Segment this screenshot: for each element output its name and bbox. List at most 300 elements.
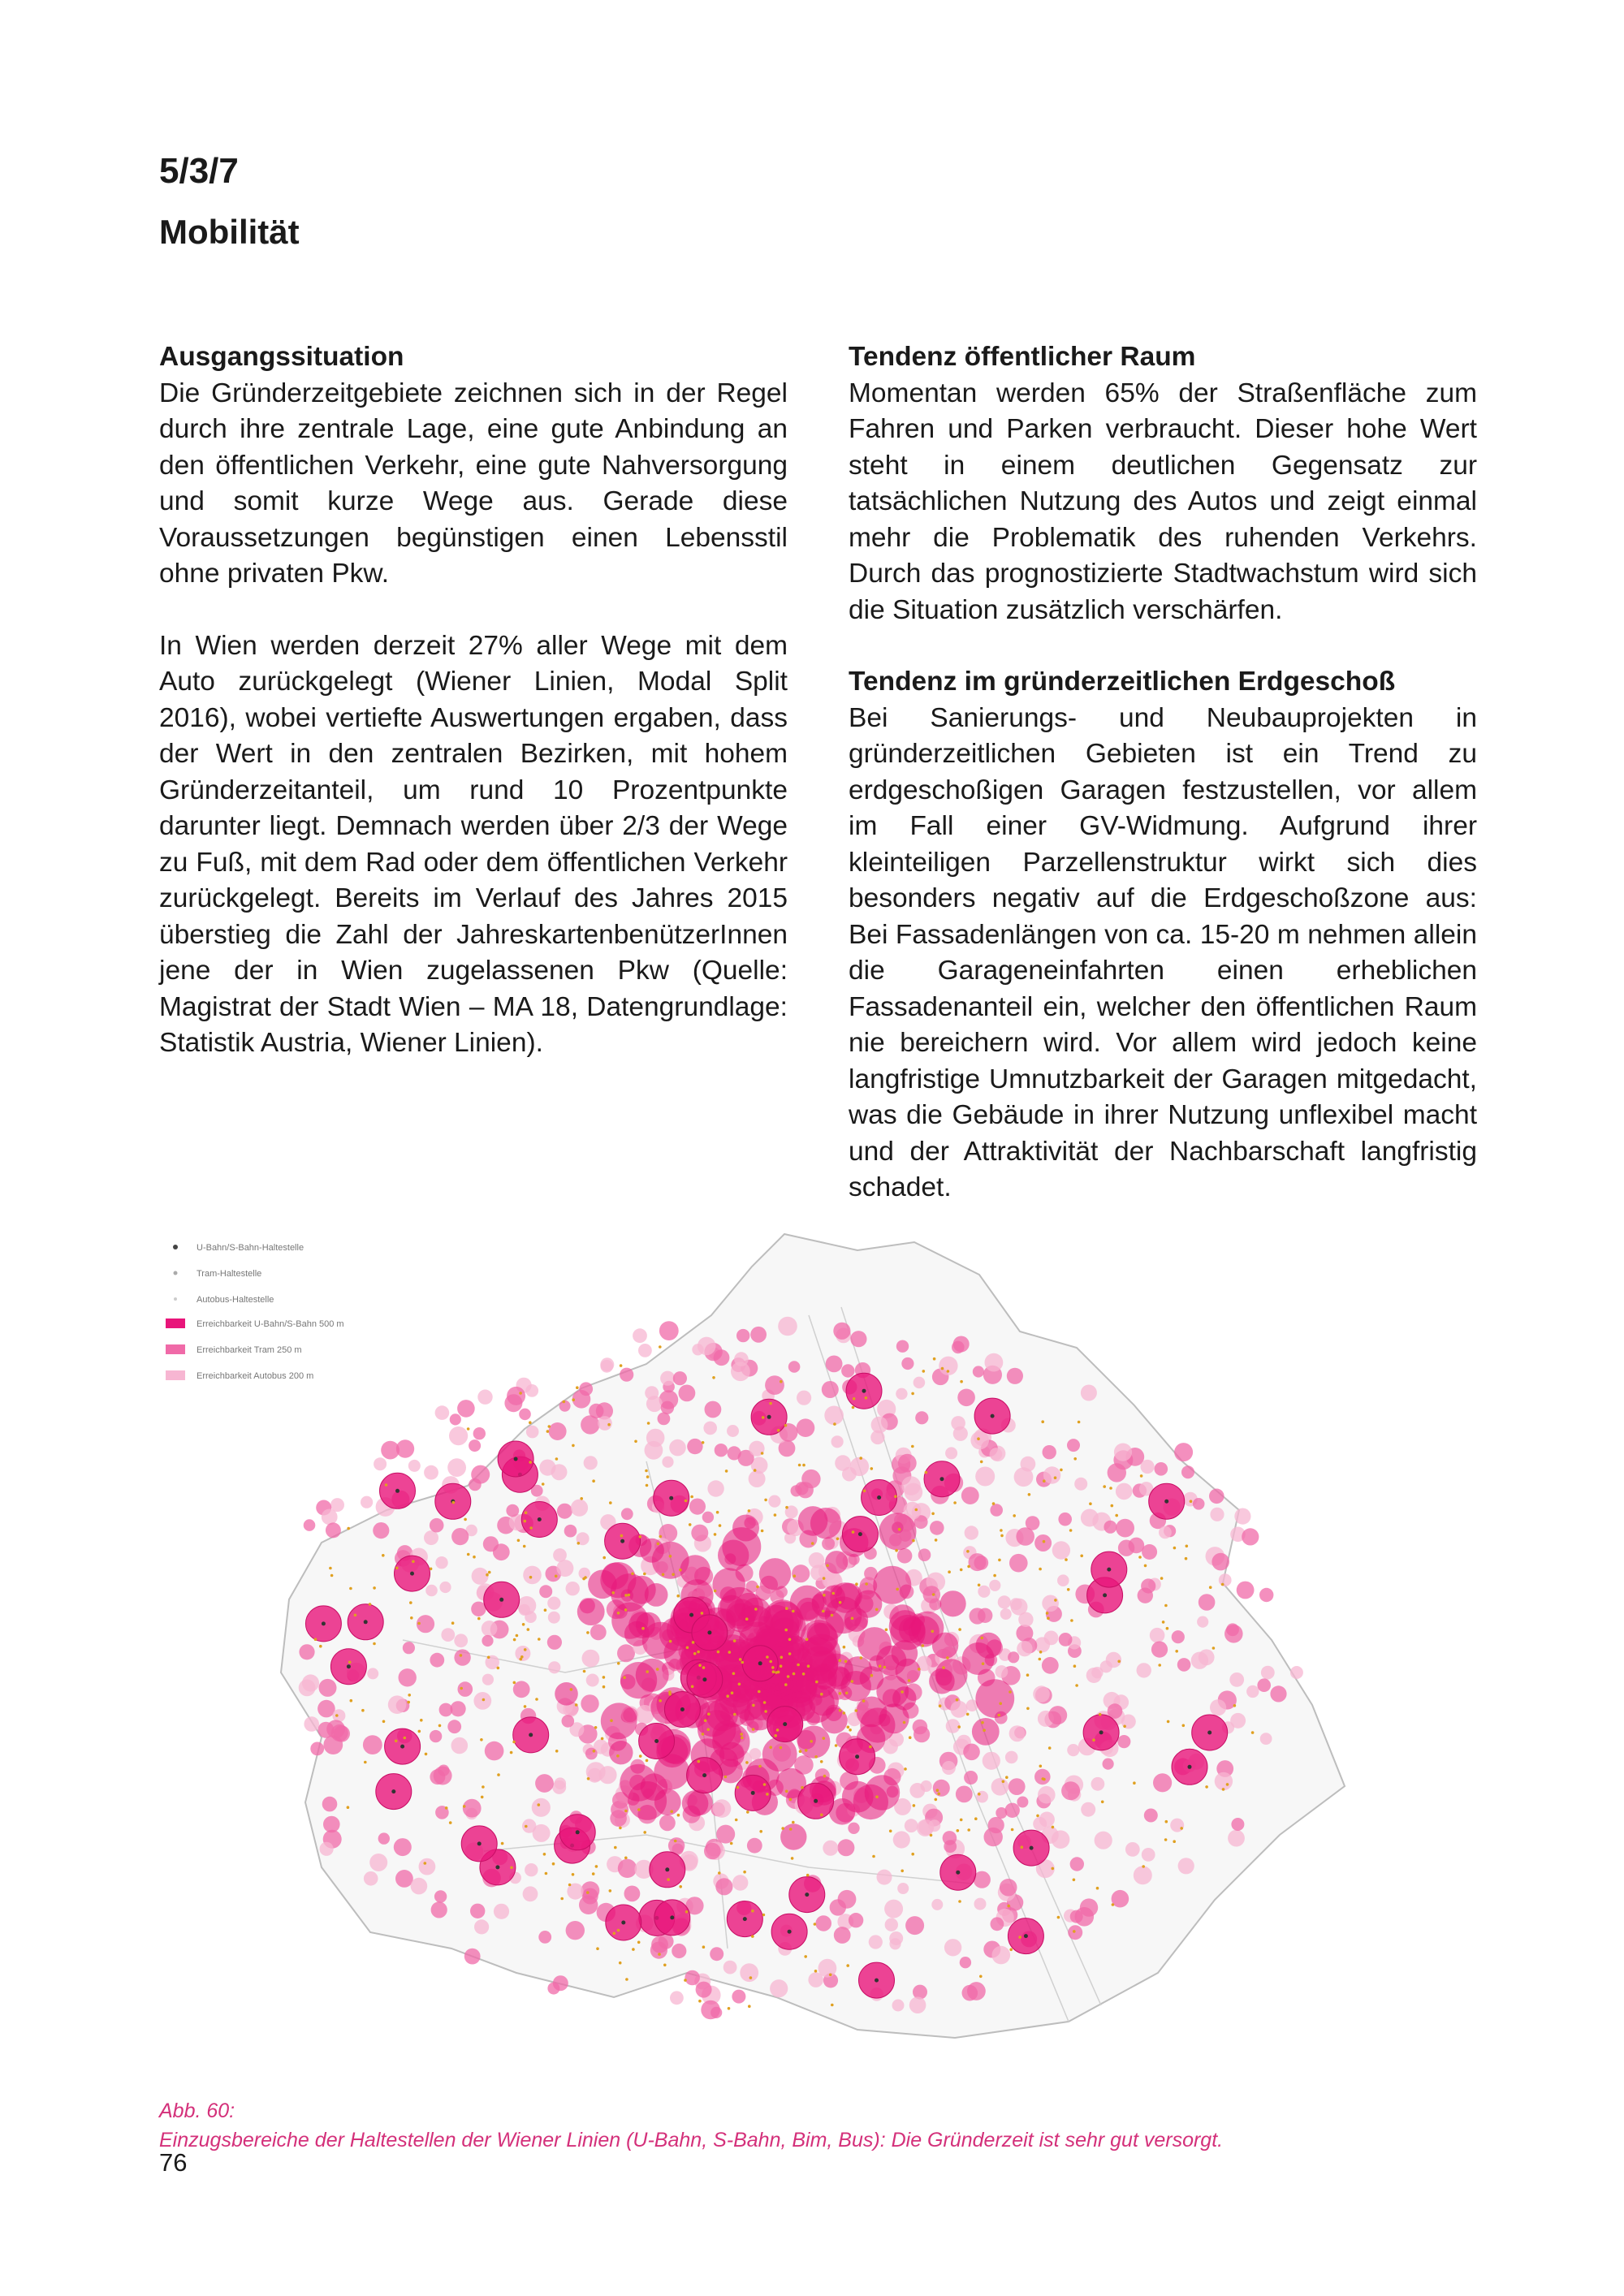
coverage-core <box>976 1633 1002 1659</box>
coverage-small <box>547 1983 559 1995</box>
coverage-small <box>1081 1802 1095 1817</box>
coverage-small <box>921 1780 932 1792</box>
coverage-small <box>562 1715 575 1728</box>
stop-dot <box>762 1914 766 1917</box>
coverage-small <box>449 1426 468 1445</box>
coverage-small <box>610 1810 627 1827</box>
stop-dot <box>946 1656 949 1659</box>
stop-dot <box>568 1884 572 1887</box>
coverage-small <box>1000 1608 1012 1620</box>
stop-dot <box>789 1828 793 1831</box>
stop-dot <box>772 1670 775 1673</box>
stop-dot <box>637 1941 641 1944</box>
coverage-small <box>302 1674 319 1691</box>
stop-dot <box>925 1471 928 1474</box>
coverage-small <box>897 1883 909 1894</box>
coverage-small <box>464 1949 481 1965</box>
coverage-small <box>1116 1483 1133 1500</box>
ubahn-station-dot <box>400 1745 404 1749</box>
stop-dot <box>609 1889 612 1892</box>
stop-dot <box>555 1457 559 1461</box>
coverage-small <box>897 1548 913 1564</box>
coverage-small <box>898 1454 917 1473</box>
stop-dot <box>662 1573 665 1577</box>
stop-dot <box>933 1357 936 1361</box>
coverage-small <box>525 1863 538 1876</box>
coverage-small <box>1017 1797 1028 1808</box>
stop-dot <box>1092 1738 1095 1741</box>
stop-dot <box>595 1865 598 1868</box>
coverage-small <box>1191 1652 1208 1669</box>
stop-dot <box>948 1570 951 1573</box>
coverage-small <box>889 1938 901 1949</box>
coverage-core <box>844 1608 869 1632</box>
coverage-small <box>985 1353 1004 1372</box>
stop-dot <box>674 1840 677 1843</box>
stop-dot <box>781 1827 784 1830</box>
coverage-small <box>964 1771 978 1785</box>
coverage-small <box>1033 1817 1047 1831</box>
stop-dot <box>586 1631 590 1634</box>
stop-dot <box>1073 1457 1077 1461</box>
coverage-small <box>960 1957 971 1968</box>
right-column <box>849 339 1477 1206</box>
stop-dot <box>751 1910 754 1913</box>
stop-dot <box>915 1508 918 1512</box>
coverage-small <box>1009 1725 1026 1741</box>
coverage-small <box>736 1329 749 1342</box>
stop-dot <box>628 1594 631 1597</box>
stop-dot <box>1039 1765 1043 1768</box>
coverage-small <box>1177 1658 1191 1672</box>
stop-dot <box>823 1577 826 1580</box>
coverage-core <box>555 1682 578 1706</box>
coverage-small <box>731 1362 750 1381</box>
coverage-small <box>715 1444 728 1457</box>
stop-dot <box>717 1651 720 1654</box>
coverage-small <box>1067 1744 1079 1756</box>
coverage-small <box>582 1650 600 1668</box>
stop-dot <box>620 1534 624 1538</box>
stop-dot <box>806 1638 809 1641</box>
stop-dot <box>510 1751 513 1754</box>
stop-dot <box>1123 1725 1126 1728</box>
stop-dot <box>639 1754 642 1758</box>
coverage-small <box>823 1841 838 1856</box>
stop-dot <box>764 1499 767 1502</box>
stop-dot <box>1041 1420 1044 1423</box>
stop-dot <box>889 1830 892 1833</box>
stop-dot <box>1221 1583 1224 1586</box>
stop-dot <box>611 1591 615 1595</box>
coverage-small <box>1034 1769 1051 1785</box>
coverage-small <box>1091 1777 1105 1791</box>
figure-caption <box>159 2096 1223 2155</box>
coverage-small <box>519 1409 531 1421</box>
stop-dot <box>1166 1627 1169 1630</box>
stop-dot <box>572 1873 575 1876</box>
stop-dot <box>748 1509 751 1513</box>
coverage-small <box>1038 1786 1056 1804</box>
stop-dot <box>788 1652 792 1655</box>
coverage-small <box>1057 1574 1069 1586</box>
stop-dot <box>766 1655 769 1659</box>
stop-dot <box>852 1406 855 1409</box>
coverage-small <box>662 1457 673 1468</box>
ubahn-station-dot <box>751 1791 755 1795</box>
coverage-small <box>1141 1578 1155 1593</box>
stop-dot <box>865 1396 868 1400</box>
stop-dot <box>691 1685 694 1689</box>
coverage-small <box>1042 1595 1059 1612</box>
stop-dot <box>875 1795 879 1798</box>
ubahn-station-dot <box>391 1789 395 1793</box>
coverage-small <box>319 1679 337 1697</box>
coverage-small <box>1151 1642 1168 1658</box>
stop-dot <box>510 1867 513 1870</box>
coverage-small <box>526 1426 539 1439</box>
coverage-small <box>1210 1508 1224 1521</box>
stop-dot <box>983 1728 986 1732</box>
stop-dot <box>580 1497 583 1500</box>
stop-dot <box>548 1425 551 1428</box>
legend-bus-area-label: Erreichbarkeit Autobus 200 m <box>197 1371 314 1381</box>
coverage-small <box>1234 1508 1250 1525</box>
coverage-small <box>620 1368 633 1382</box>
ubahn-station-dot <box>1024 1934 1028 1938</box>
coverage-small <box>411 1878 428 1895</box>
coverage-small <box>944 1939 961 1956</box>
stop-dot <box>543 1853 546 1856</box>
coverage-small <box>322 1509 338 1526</box>
ubahn-station-dot <box>621 1921 625 1925</box>
ubahn-station-dot <box>940 1477 944 1481</box>
stop-dot <box>935 1539 938 1542</box>
stop-dot <box>885 1629 888 1632</box>
coverage-small <box>547 1635 562 1650</box>
coverage-small <box>1117 1735 1130 1748</box>
stop-dot <box>529 1461 532 1464</box>
coverage-small <box>750 1327 767 1343</box>
legend-tram-area-swatch <box>166 1344 185 1354</box>
stop-dot <box>659 1535 663 1539</box>
coverage-core <box>628 1781 667 1820</box>
stop-dot <box>1002 1780 1005 1784</box>
stop-dot <box>956 1698 959 1702</box>
stop-dot <box>754 1469 757 1472</box>
stop-dot <box>369 1603 372 1606</box>
stop-dot <box>911 1392 914 1396</box>
stop-dot <box>1078 1421 1081 1424</box>
stop-dot <box>1185 1557 1188 1560</box>
coverage-small <box>469 1478 482 1491</box>
stop-dot <box>756 1586 759 1589</box>
coverage-small <box>439 1703 453 1717</box>
stop-dot <box>1048 1746 1052 1750</box>
stop-dot <box>676 1595 680 1598</box>
stop-dot <box>833 1422 836 1426</box>
stop-dot <box>979 1975 983 1979</box>
stop-dot <box>823 1594 826 1597</box>
coverage-small <box>1009 1778 1026 1795</box>
coverage-small <box>322 1797 338 1812</box>
vienna-transit-map <box>159 1218 1491 2095</box>
coverage-small <box>424 1530 438 1545</box>
ubahn-station-dot <box>702 1677 706 1681</box>
coverage-small <box>581 1694 598 1712</box>
coverage-small <box>646 1429 665 1448</box>
ubahn-station-dot <box>858 1532 862 1536</box>
stop-dot <box>686 1646 689 1650</box>
coverage-small <box>992 1946 1011 1965</box>
coverage-small <box>765 1375 784 1395</box>
stop-dot <box>464 1518 467 1521</box>
stop-dot <box>1005 1776 1009 1779</box>
legend-ubahn-area-swatch <box>166 1318 185 1328</box>
coverage-small <box>451 1528 469 1545</box>
coverage-small <box>1150 1628 1165 1643</box>
stop-dot <box>855 1709 858 1712</box>
coverage-small <box>974 1898 987 1910</box>
stop-dot <box>667 1878 670 1881</box>
coverage-small <box>447 1720 461 1733</box>
coverage-small <box>1009 1554 1028 1573</box>
coverage-small <box>1197 1616 1208 1628</box>
stop-dot <box>1080 1555 1083 1558</box>
coverage-small <box>689 1499 706 1515</box>
coverage-small <box>965 1526 978 1539</box>
stop-dot <box>672 1573 675 1576</box>
stop-dot <box>981 1721 984 1724</box>
coverage-small <box>557 1504 572 1519</box>
coverage-small <box>600 1357 614 1371</box>
stop-dot <box>659 1699 662 1703</box>
coverage-small <box>485 1741 504 1761</box>
stop-dot <box>792 1821 795 1824</box>
coverage-small <box>963 1744 980 1761</box>
coverage-small <box>525 1611 537 1623</box>
coverage-small <box>905 1916 924 1935</box>
coverage-small <box>621 1508 633 1520</box>
coverage-small <box>1108 1463 1126 1482</box>
ubahn-station-dot <box>1207 1731 1212 1735</box>
coverage-small <box>747 1838 762 1854</box>
stop-dot <box>524 1648 527 1651</box>
stop-dot <box>501 1842 504 1845</box>
stop-dot <box>1026 1707 1030 1711</box>
coverage-small <box>535 1774 554 1793</box>
stop-dot <box>350 1699 353 1703</box>
stop-dot <box>535 1698 538 1701</box>
stop-dot <box>831 2004 834 2007</box>
coverage-small <box>705 1401 722 1418</box>
coverage-small <box>1137 1663 1151 1677</box>
stop-dot <box>634 1440 637 1444</box>
stop-dot <box>776 1728 780 1732</box>
coverage-small <box>849 1913 863 1927</box>
stop-dot <box>791 1857 794 1860</box>
stop-dot <box>570 1688 573 1691</box>
coverage-small <box>1178 1858 1194 1874</box>
coverage-small <box>707 1480 723 1496</box>
ubahn-station-dot <box>322 1621 326 1625</box>
stop-dot <box>1000 1529 1003 1532</box>
coverage-small <box>463 1799 482 1818</box>
coverage-small <box>571 1500 588 1517</box>
stop-dot <box>698 1664 702 1668</box>
coverage-small <box>458 1681 473 1697</box>
stop-dot <box>425 1753 428 1756</box>
stop-dot <box>1142 1865 1145 1868</box>
stop-dot <box>563 1400 566 1404</box>
stop-dot <box>617 1662 620 1665</box>
stop-dot <box>835 1744 838 1747</box>
stop-dot <box>488 1571 491 1574</box>
coverage-small <box>704 1843 721 1860</box>
coverage-core <box>600 1562 636 1598</box>
stop-dot <box>1007 1905 1010 1908</box>
stop-dot <box>586 1891 590 1894</box>
stop-dot <box>787 1675 790 1678</box>
stop-dot <box>967 1565 970 1569</box>
stop-dot <box>743 1871 746 1874</box>
coverage-small <box>473 1427 486 1439</box>
stop-dot <box>1251 1731 1255 1734</box>
stop-dot <box>847 1726 850 1729</box>
coverage-core <box>620 1662 657 1698</box>
coverage-small <box>679 1385 696 1402</box>
stop-dot <box>408 1694 411 1697</box>
stop-dot <box>1190 1500 1193 1503</box>
stop-dot <box>1222 1788 1225 1791</box>
stop-dot <box>731 1691 734 1694</box>
coverage-small <box>1215 1772 1233 1790</box>
stop-dot <box>761 1530 764 1533</box>
coverage-small <box>304 1716 319 1732</box>
stop-dot <box>839 1709 842 1712</box>
stop-dot <box>993 1574 996 1577</box>
coverage-core <box>879 1513 917 1550</box>
coverage-small <box>1018 1612 1033 1627</box>
coverage-small <box>1209 1489 1224 1504</box>
coverage-small <box>470 1904 485 1918</box>
stop-dot <box>764 1710 767 1713</box>
coverage-small <box>1043 1466 1060 1483</box>
coverage-small <box>893 1831 910 1848</box>
coverage-small <box>946 1719 961 1733</box>
coverage-small <box>659 1321 679 1340</box>
stop-dot <box>1158 1664 1161 1667</box>
stop-dot <box>1073 1664 1077 1668</box>
coverage-small <box>1081 1509 1099 1527</box>
coverage-small <box>378 1832 390 1844</box>
stop-dot <box>966 1713 970 1716</box>
stop-dot <box>1164 1838 1168 1841</box>
ubahn-station-dot <box>410 1572 414 1576</box>
coverage-core <box>814 1611 844 1641</box>
stop-dot <box>1060 1469 1063 1472</box>
stop-dot <box>872 1855 875 1858</box>
stop-dot <box>1138 1556 1142 1559</box>
stop-dot <box>789 1798 793 1802</box>
stop-dot <box>769 1402 772 1405</box>
coverage-small <box>494 1904 509 1919</box>
stop-dot <box>913 1804 916 1807</box>
stop-dot <box>849 1728 852 1732</box>
coverage-small <box>482 1621 498 1637</box>
coverage-small <box>477 1390 492 1405</box>
stop-dot <box>1096 1887 1099 1890</box>
stop-dot <box>463 1805 466 1808</box>
stop-dot <box>482 1698 486 1702</box>
stop-dot <box>646 1759 649 1763</box>
stop-dot <box>614 1846 617 1849</box>
coverage-small <box>585 1748 598 1760</box>
coverage-small <box>998 1595 1011 1608</box>
stop-dot <box>632 1948 635 1951</box>
coverage-small <box>434 1890 447 1902</box>
coverage-small <box>454 1649 470 1665</box>
coverage-core <box>652 1542 689 1579</box>
coverage-small <box>749 1470 766 1487</box>
stop-dot <box>641 1627 645 1630</box>
stop-dot <box>931 1513 935 1516</box>
stop-dot <box>766 1793 769 1796</box>
stop-dot <box>646 1475 650 1478</box>
stop-dot <box>603 1556 606 1560</box>
legend-tram-area-label: Erreichbarkeit Tram 250 m <box>197 1345 302 1355</box>
coverage-core <box>825 1551 848 1573</box>
coverage-small <box>431 1901 447 1918</box>
stop-dot <box>1167 1720 1170 1724</box>
stop-dot <box>895 1549 898 1552</box>
coverage-small <box>702 1512 714 1523</box>
stop-dot <box>777 1429 780 1432</box>
stop-dot <box>486 1573 489 1577</box>
coverage-core <box>889 1604 916 1631</box>
stop-dot <box>1067 1588 1070 1591</box>
coverage-small <box>715 1878 732 1895</box>
stop-dot <box>619 1962 622 1965</box>
map-svg <box>159 1218 1491 2095</box>
stop-dot <box>967 1828 970 1832</box>
coverage-small <box>670 1991 684 2005</box>
stop-dot <box>684 1979 687 1982</box>
stop-dot <box>480 1738 483 1741</box>
coverage-small <box>1052 1830 1070 1849</box>
coverage-small <box>740 1963 758 1982</box>
coverage-small <box>713 1799 732 1818</box>
stop-dot <box>997 1714 1000 1717</box>
coverage-small <box>1257 1678 1271 1692</box>
stop-dot <box>992 1502 996 1505</box>
stop-dot <box>843 1646 846 1649</box>
ubahn-station-dot <box>707 1630 711 1634</box>
stop-dot <box>714 1533 717 1536</box>
stop-dot <box>697 1651 700 1654</box>
stop-dot <box>1117 1660 1121 1664</box>
stop-dot <box>1133 1781 1136 1785</box>
coverage-small <box>976 1791 988 1803</box>
coverage-small <box>991 1917 1004 1931</box>
stop-dot <box>497 1667 500 1670</box>
stop-dot <box>741 1661 745 1664</box>
coverage-small <box>326 1522 341 1538</box>
coverage-small <box>792 1564 810 1582</box>
ubahn-station-dot <box>514 1457 518 1461</box>
coverage-small <box>710 2007 722 2018</box>
coverage-small <box>1193 1498 1205 1510</box>
